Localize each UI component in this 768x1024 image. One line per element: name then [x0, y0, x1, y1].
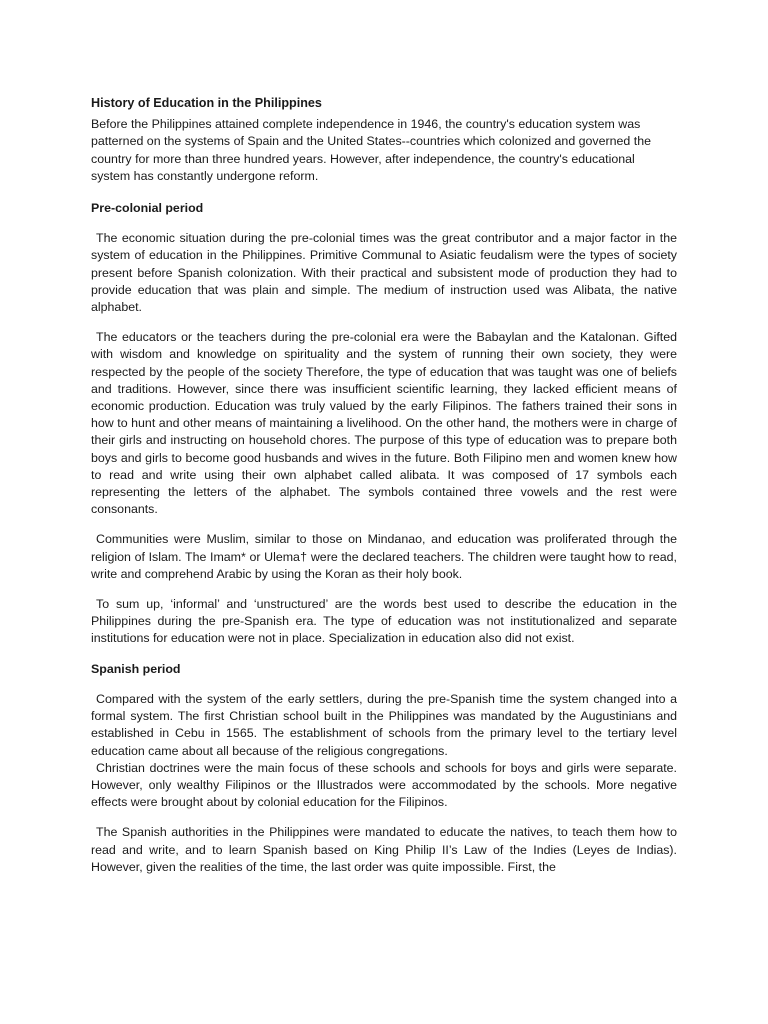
document-page	[91, 95, 677, 889]
pre-colonial-paragraph-2: The educators or the teachers during the pre-colonial era were the Babaylan and the Katalonan. Gifted with wisdom and knowledge on spirituality and the system of running their own society, they were respected by the people of the society Therefore, the type of education that was taught was one of beliefs and traditions. However, since there was insufficient scientific learning, they lacked efficient means of economic production. Education was truly valued by the early Filipinos. The fathers trained their sons in how to hunt and other means of maintaining a livelihood. On the other hand, the mothers were in charge of their girls and instructing on household chores. The purpose of this type of education was to prepare both boys and girls to become good husbands and wives in the future. Both Filipino men and women knew how to read and write using their own alphabet called alibata. It was composed of 17 symbols each representing the letters of the alphabet. The symbols contained three vowels and the rest were consonants.	[91, 330, 677, 517]
section-heading-spanish: Spanish period	[91, 661, 181, 676]
pre-colonial-paragraph-1: The economic situation during the pre-colonial times was the great contributor and a major factor in the system of education in the Philippines. Primitive Communal to Asiatic feudalism were the types of society present before Spanish colonization. With their practical and subsistent mode of production they had to provide education that was plain and simple. The medium of instruction used was Alibata, the native alphabet.	[91, 231, 677, 315]
pre-colonial-paragraph-3: Communities were Muslim, similar to those on Mindanao, and education was proliferated through the religion of Islam. The Imam* or Ulema† were the declared teachers. The children were taught how to read, write and comprehend Arabic by using the Koran as their holy book.	[91, 532, 677, 581]
intro-paragraph: Before the Philippines attained complete independence in 1946, the country's education system was patterned on the systems of Spain and the United States--countries which colonized and governed the country for more than three hundred years. However, after independence, the country's educational system has constantly undergone reform.	[91, 117, 651, 183]
spanish-paragraph-3: The Spanish authorities in the Philippines were mandated to educate the natives, to teach them how to read and write, and to learn Spanish based on King Philip II’s Law of the Indies (Leyes de Indias). However, given the realities of the time, the last order was quite impossible. First, the	[91, 825, 677, 874]
section-heading-pre-colonial: Pre-colonial period	[91, 201, 204, 216]
pre-colonial-paragraph-4: To sum up, ‘informal’ and ‘unstructured’ are the words best used to describe the education in the Philippines during the pre-Spanish era. The type of education was not institutionalized and separate institutions for education were not in place. Specialization in education also did not exist.	[91, 597, 677, 646]
document-title: History of Education in the Philippines	[91, 96, 322, 110]
spanish-paragraph-2: Christian doctrines were the main focus of these schools and schools for boys and girls were separate. However, only wealthy Filipinos or the Illustrados were accommodated by the schools. More negative effects were brought about by colonial education for the Filipinos.	[91, 760, 677, 810]
spanish-paragraph-1: Compared with the system of the early settlers, during the pre-Spanish time the system changed into a formal system. The first Christian school built in the Philippines was mandated by the Augustinians and established in Cebu in 1565. The establishment of schools from the primary level to the tertiary level education came about all because of the religious congregations.	[91, 691, 677, 758]
